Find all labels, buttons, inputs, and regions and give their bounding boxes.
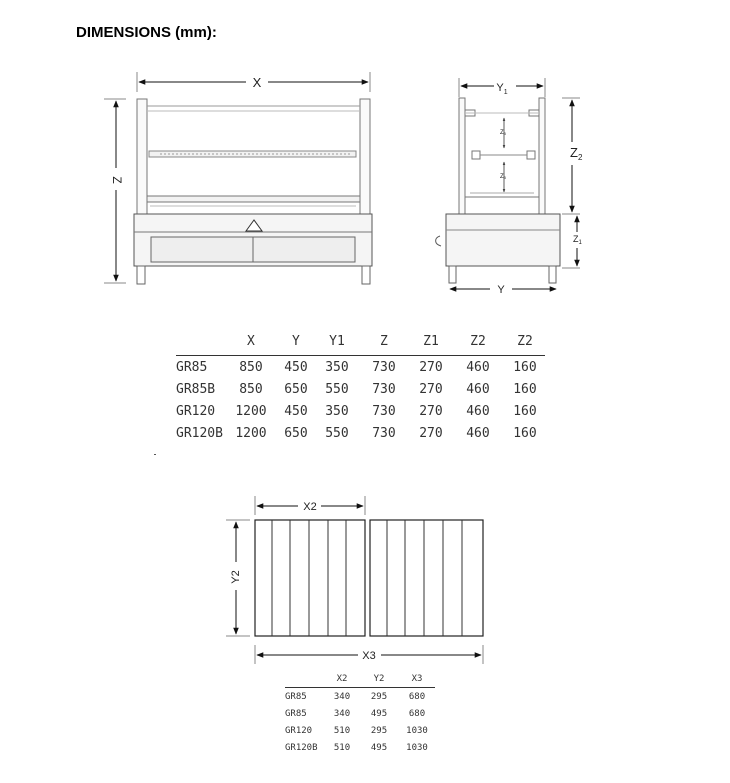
table-cell: 510 (333, 742, 351, 753)
table-cell: 460 (466, 403, 490, 419)
table-cell: 270 (419, 359, 443, 375)
x3-label: X3 (362, 650, 376, 662)
model-cell: GR120 (285, 725, 313, 736)
table-row (285, 688, 435, 706)
table-header-cell: X3 (411, 674, 423, 684)
table-row (285, 705, 435, 722)
top-view (226, 496, 483, 664)
front-view (104, 72, 372, 284)
table-cell: 1030 (406, 725, 428, 736)
table-cell: 160 (513, 425, 537, 441)
table-header-row (285, 674, 435, 688)
table-cell: 650 (284, 381, 308, 397)
table-cell: 340 (333, 708, 351, 719)
table-header-cell: Y (292, 334, 300, 349)
z3-label-upper: Z3 (500, 130, 506, 136)
table-cell: 495 (370, 742, 388, 753)
plate-dimensions-table (285, 674, 435, 756)
table-cell: 510 (333, 725, 351, 736)
table-cell: 730 (372, 425, 396, 441)
table-cell: 450 (284, 359, 308, 375)
model-cell: GR85 (285, 691, 307, 702)
y-label: Y (497, 284, 505, 296)
table-row (285, 722, 435, 739)
table-cell: 650 (284, 425, 308, 441)
table-row (176, 378, 545, 400)
table-cell: 160 (513, 359, 537, 375)
model-cell: GR120 (176, 403, 216, 419)
table-cell: 680 (408, 691, 426, 702)
table-cell: 270 (419, 425, 443, 441)
x-label: X (252, 75, 262, 90)
table-cell: 730 (372, 359, 396, 375)
table-header-cell: Y1 (329, 334, 345, 349)
table-cell: 295 (370, 691, 388, 702)
table-row (176, 400, 545, 422)
table-cell: 450 (284, 403, 308, 419)
table-cell: 850 (239, 359, 263, 375)
table-cell: 495 (370, 708, 388, 719)
table-header-cell: Z2 (470, 334, 486, 349)
table-header-cell (285, 674, 325, 688)
table-header-cell (176, 334, 227, 356)
table-cell: 1030 (406, 742, 428, 753)
table-cell: 550 (325, 425, 349, 441)
table-cell: 350 (325, 403, 349, 419)
table-cell: 160 (513, 381, 537, 397)
y2-label: Y2 (229, 570, 242, 584)
table-header-cell: Z (380, 334, 388, 349)
table-cell: 460 (466, 381, 490, 397)
table-cell: 160 (513, 403, 537, 419)
table-cell: 1200 (235, 425, 267, 441)
model-cell: GR85B (176, 381, 216, 397)
table-header-cell: Z2 (517, 334, 533, 349)
table-cell: 350 (325, 359, 349, 375)
side-view (436, 78, 580, 289)
table-cell: 850 (239, 381, 263, 397)
z-label: Z (109, 176, 124, 184)
table-header-cell: Y2 (373, 674, 385, 684)
table-cell: 340 (333, 691, 351, 702)
model-cell: GR120B (285, 742, 318, 753)
table-cell: 270 (419, 403, 443, 419)
table-cell: 1200 (235, 403, 267, 419)
table-cell: 270 (419, 381, 443, 397)
z3-label-lower: Z3 (500, 174, 506, 180)
page-title: DIMENSIONS (mm): (76, 24, 217, 41)
table-cell: 460 (466, 425, 490, 441)
table-cell: 680 (408, 708, 426, 719)
table-cell: 550 (325, 381, 349, 397)
model-cell: GR120B (176, 425, 223, 441)
table-header-cell: X2 (336, 674, 348, 684)
table-row (176, 422, 545, 444)
model-cell: GR85 (285, 708, 307, 719)
table-header-cell: X (247, 334, 255, 349)
table-cell: 460 (466, 359, 490, 375)
model-cell: GR85 (176, 359, 208, 375)
table-header-row (176, 334, 545, 356)
table-row (176, 356, 545, 379)
z2-label: $Z_2$ (570, 145, 583, 162)
table-cell: 730 (372, 403, 396, 419)
dimensions-table (176, 334, 545, 444)
stray-dot (154, 454, 156, 455)
table-cell: 295 (370, 725, 388, 736)
y1-label: $Y_1$ (496, 82, 508, 96)
table-cell: 730 (372, 381, 396, 397)
x2-label: X2 (303, 501, 317, 513)
table-row (285, 739, 435, 756)
z1-label: $Z_1$ (573, 234, 582, 246)
table-header-cell: Z1 (423, 334, 439, 349)
